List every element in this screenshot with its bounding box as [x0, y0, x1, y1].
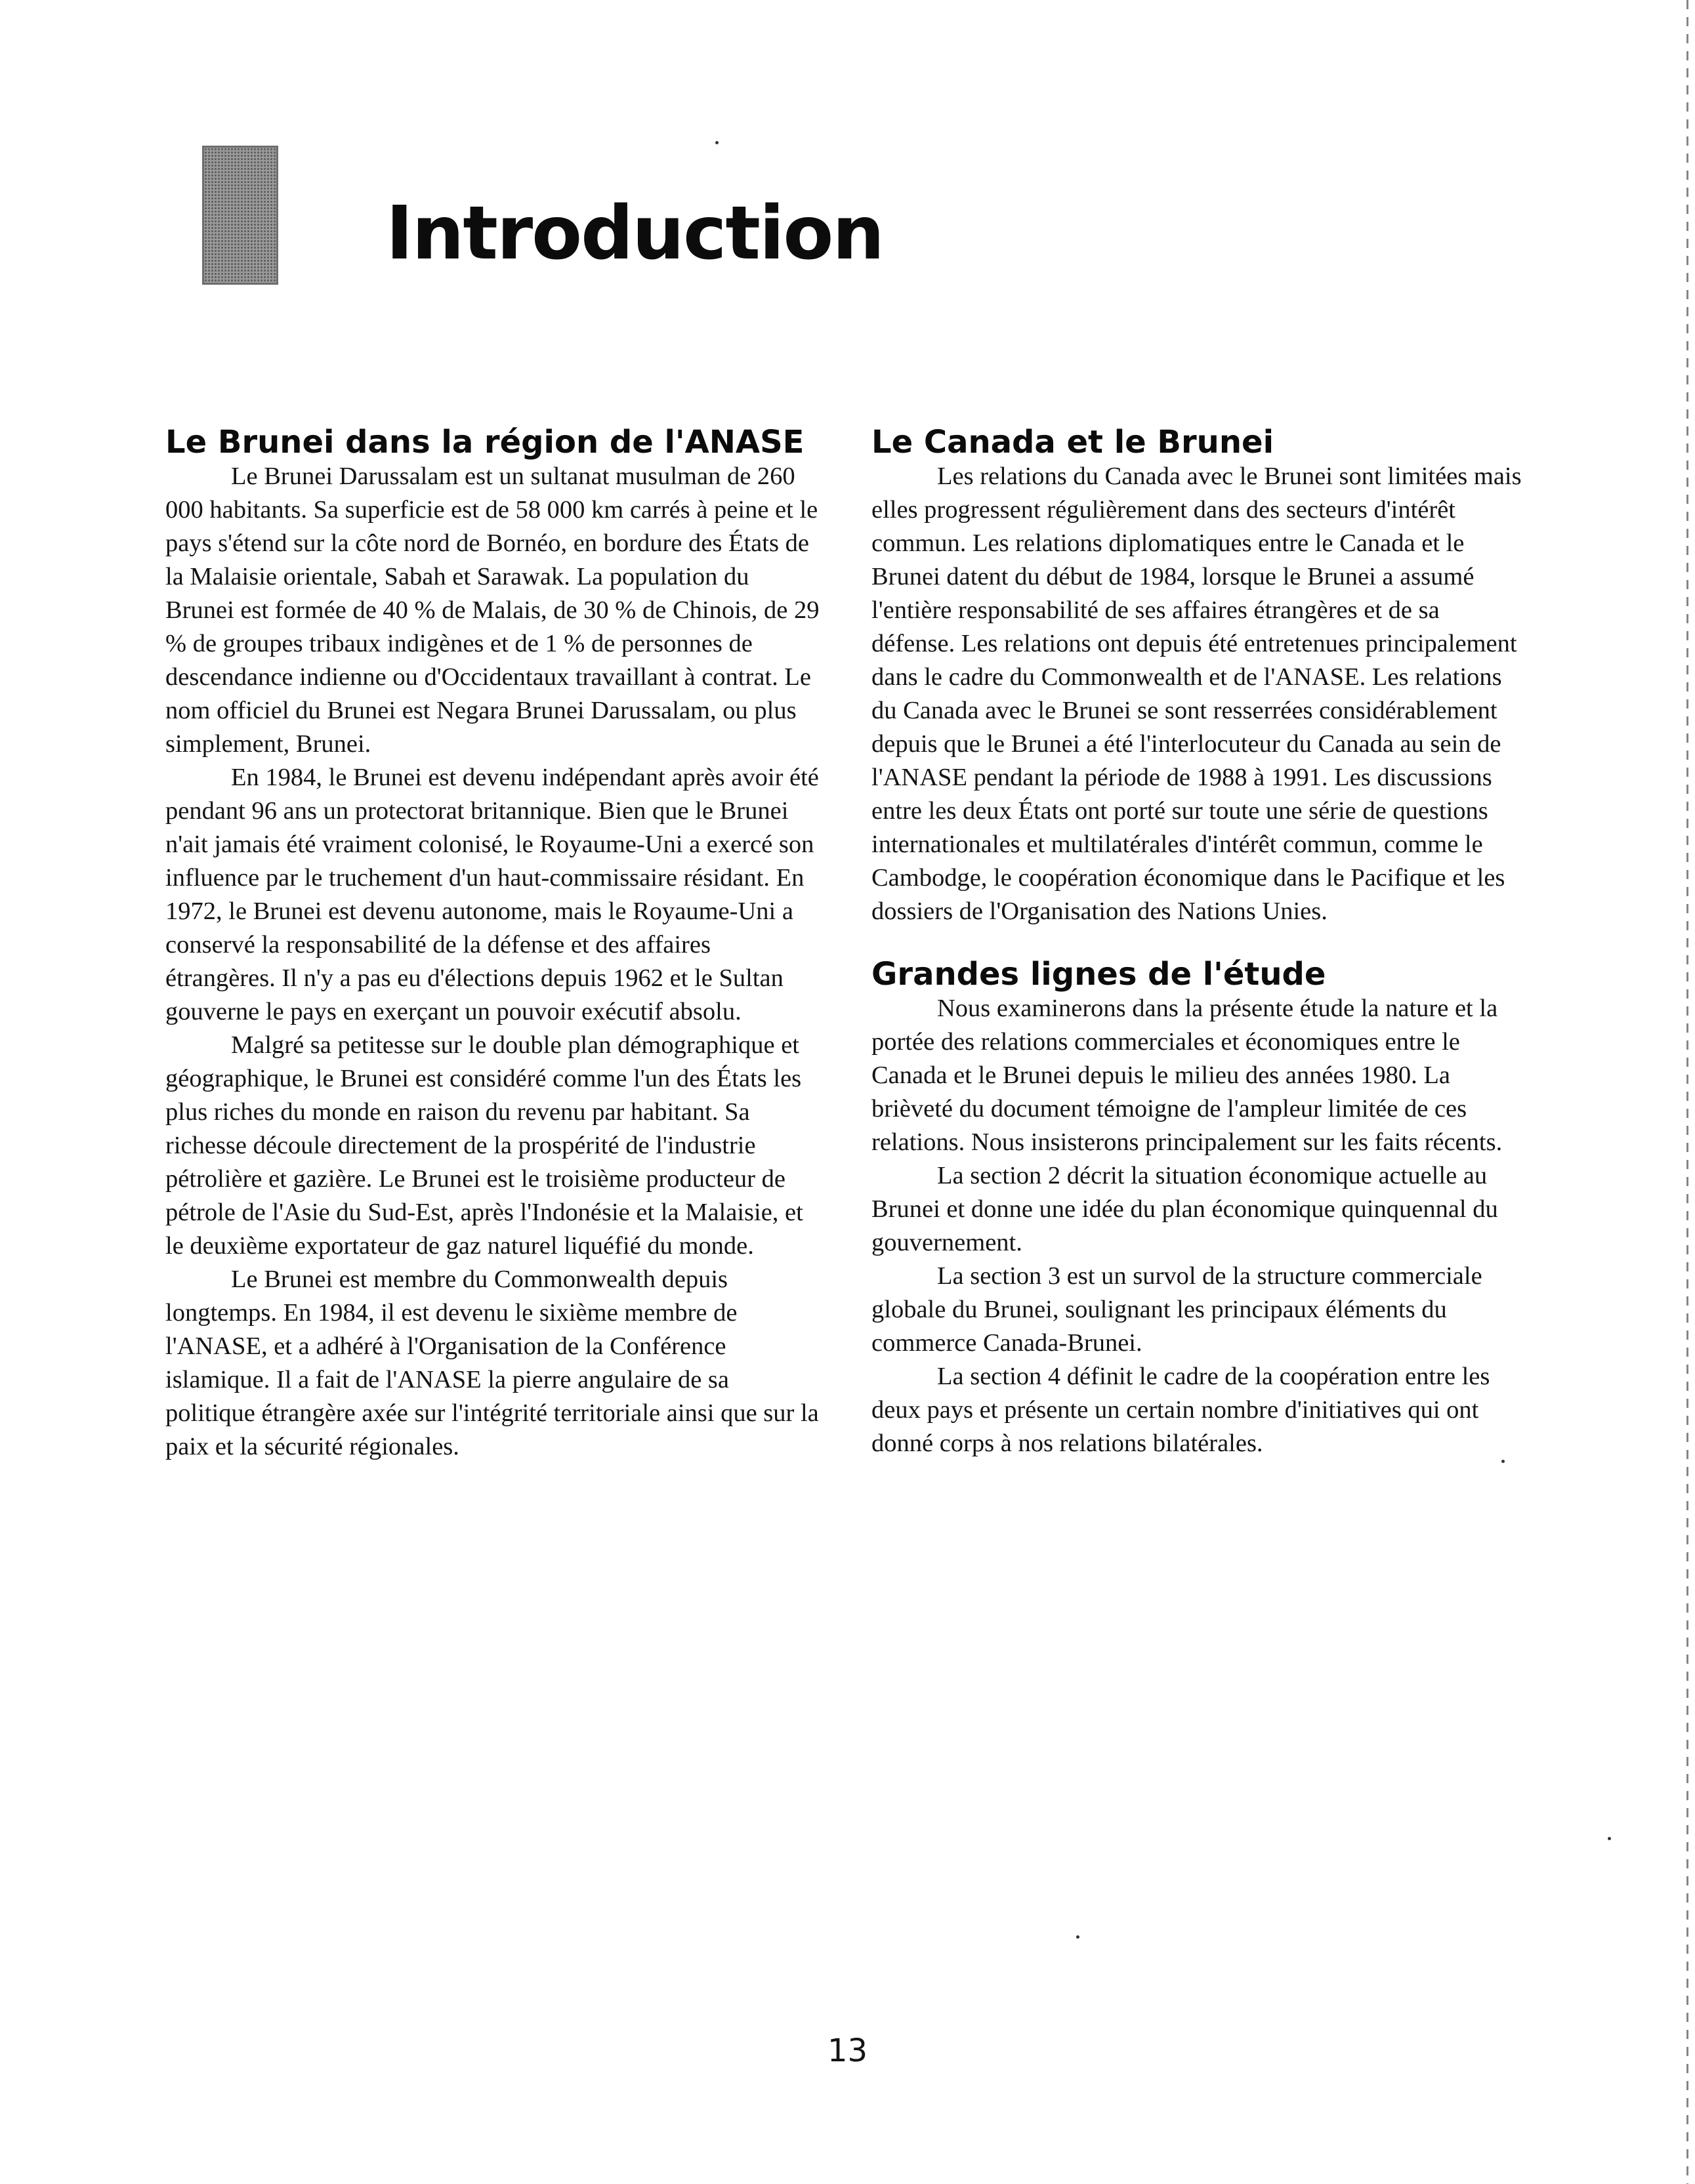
paragraph: La section 4 définit le cadre de la coopération entre les deux pays et présente un certain nombre d'initiatives qui ont donné corps à nos relations bilatérales. — [871, 1362, 1490, 1457]
scan-speck — [1501, 1460, 1505, 1463]
paragraph: Le Brunei Darussalam est un sultanat musulman de 260 000 habitants. Sa superficie est de 58 000 km carrés à peine et le pays s'étend sur la côte nord de Bornéo, en bordure des États de la Malaisie orientale, Sabah et Sarawak. La population du Brunei est formée de 40 % de Malais, de 30 % de Chinois, de 29 % de groupes tribaux indigènes et de 1 % de personnes de descendance indienne ou d'Occidentaux travaillant à contrat. Le nom officiel du Brunei est Negara Brunei Darussalam, ou plus simplement, Brunei. — [165, 462, 820, 758]
paragraph: Le Brunei est membre du Commonwealth depuis longtemps. En 1984, il est devenu le sixième membre de l'ANASE, et a adhéré à l'Organisation de la Conférence islamique. Il a fait de l'ANASE la pierre angulaire de sa politique étrangère axée sur l'intégrité territoriale ainsi que sur la paix et la sécurité régionales. — [165, 1265, 819, 1460]
left-column — [165, 425, 822, 1464]
scan-speck — [1076, 1935, 1079, 1939]
paragraph: En 1984, le Brunei est devenu indépendant après avoir été pendant 96 ans un protectorat britannique. Bien que le Brunei n'ait jamais été vraiment colonisé, le Royaume-Uni a exercé son influence par le truchement d'un haut-commissaire résidant. En 1972, le Brunei est devenu autonome, mais le Royaume-Uni a conservé la responsabilité de la défense et des affaires étrangères. Il n'y a pas eu d'élections depuis 1962 et le Sultan gouverne le pays en exerçant un pouvoir exécutif absolu. — [165, 763, 819, 1025]
paragraph: Les relations du Canada avec le Brunei sont limitées mais elles progressent régulièrement dans des secteurs d'intérêt commun. Les relations diplomatiques entre le Canada et le Brunei datent du début de 1984, lorsque le Brunei a assumé l'entière responsabilité de ses affaires étrangères et de sa défense. Les relations ont depuis été entretenues principalement dans le cadre du Commonwealth et de l'ANASE. Les relations du Canada avec le Brunei se sont resserrées considérablement depuis que le Brunei a été l'interlocuteur du Canada au sein de l'ANASE pendant la période de 1988 à 1991. Les discussions entre les deux États ont porté sur toute une série de questions internationales et multilatérales d'intérêt commun, comme le Cambodge, le coopération économique dans le Pacifique et les dossiers de l'Organisation des Nations Unies. — [871, 462, 1522, 925]
scan-speck — [715, 141, 719, 144]
paragraph: Malgré sa petitesse sur le double plan démographique et géographique, le Brunei est considéré comme l'un des États les plus riches du monde en raison du revenu par habitant. Sa richesse découle directement de la prospérité de l'industrie pétrolière et gazière. Le Brunei est le troisième producteur de pétrole de l'Asie du Sud-Est, après l'Indonésie et la Malaisie, et le deuxième exportateur de gaz naturel liquéfié du monde. — [165, 1031, 803, 1260]
page-number: 13 — [827, 2032, 868, 2069]
paragraph: Nous examinerons dans la présente étude la nature et la portée des relations commerciales et économiques entre le Canada et le Brunei depuis le milieu des années 1980. La brièveté du document témoigne de l'ampleur limitée de ces relations. Nous insisterons principalement sur les faits récents. — [871, 994, 1503, 1156]
scan-speck — [1608, 1837, 1611, 1840]
chapter-number — [197, 157, 282, 276]
section-heading-grandes-lignes: Grandes lignes de l'étude — [871, 955, 1326, 993]
section-heading-brunei-anase: Le Brunei dans la région de l'ANASE — [165, 424, 805, 461]
right-column — [871, 425, 1528, 1460]
paragraph: La section 2 décrit la situation économique actuelle au Brunei et donne une idée du plan économique quinquennal du gouvernement. — [871, 1161, 1498, 1256]
chapter-title: Introduction — [386, 191, 884, 276]
paragraph: La section 3 est un survol de la structure commerciale globale du Brunei, soulignant les principaux éléments du commerce Canada-Brunei. — [871, 1262, 1482, 1357]
scan-edge-artifact — [1686, 0, 1688, 2184]
section-heading-canada-brunei: Le Canada et le Brunei — [871, 424, 1274, 461]
